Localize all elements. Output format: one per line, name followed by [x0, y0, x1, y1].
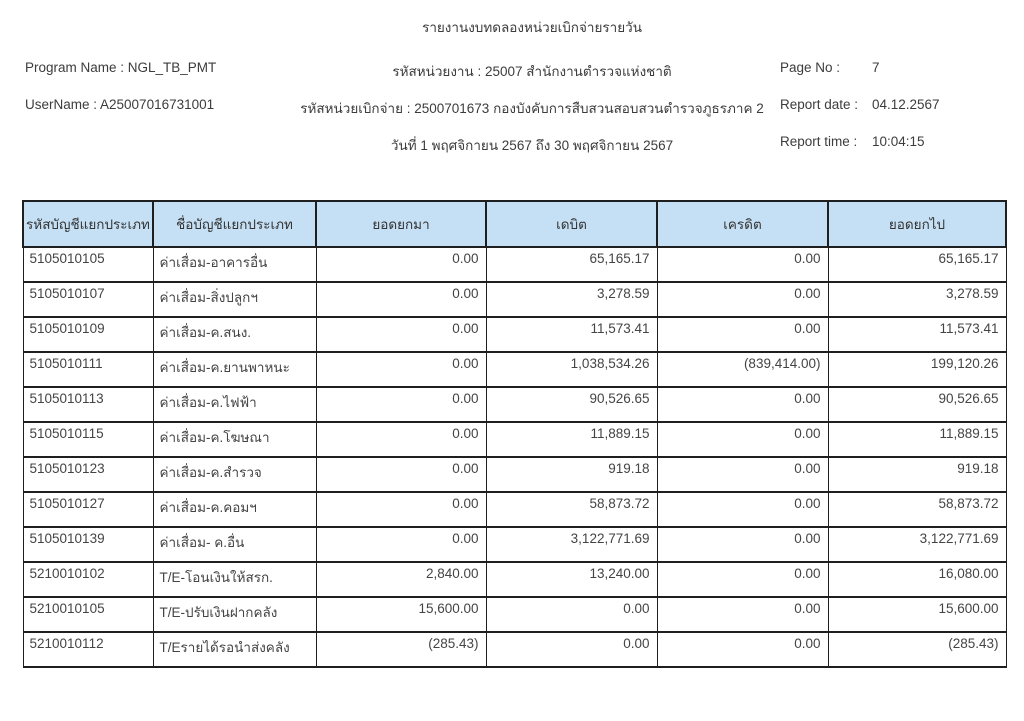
account-name-cell: ค่าเสื่อม-ค.สนง. [153, 317, 316, 352]
account-code-cell: 5210010112 [23, 632, 153, 667]
balance-cell: 16,080.00 [828, 562, 1006, 597]
account-code-cell: 5105010115 [23, 422, 153, 457]
account-name-cell: T/Eรายได้รอนำส่งคลัง [153, 632, 316, 667]
account-code-cell: 5105010139 [23, 527, 153, 562]
credit-cell: 0.00 [657, 632, 828, 667]
carry-forward-cell: 0.00 [316, 317, 486, 352]
balance-cell: (285.43) [828, 632, 1006, 667]
balance-cell: 199,120.26 [828, 352, 1006, 387]
credit-cell: 0.00 [657, 597, 828, 632]
account-code-cell: 5210010105 [23, 597, 153, 632]
account-name-cell: ค่าเสื่อม-ค.โฆษณา [153, 422, 316, 457]
page-no-value: 7 [872, 60, 880, 75]
carry-forward-cell: 0.00 [316, 352, 486, 387]
debit-cell: 919.18 [486, 457, 657, 492]
credit-cell: 0.00 [657, 317, 828, 352]
debit-cell: 0.00 [486, 597, 657, 632]
username: UserName : A25007016731001 [25, 97, 215, 112]
account-name-cell: ค่าเสื่อม-ค.สำรวจ [153, 457, 316, 492]
agency-code: รหัสหน่วยงาน : 25007 สำนักงานตำรวจแห่งชาติ [392, 64, 672, 79]
table-row [23, 597, 1006, 632]
account-code-cell: 5105010107 [23, 282, 153, 317]
col-header-account-code: รหัสบัญชีแยกประเภท [23, 201, 153, 247]
credit-cell: (839,414.00) [657, 352, 828, 387]
carry-forward-cell: 0.00 [316, 247, 486, 282]
account-name-cell: ค่าเสื่อม-อาคารอื่น [153, 247, 316, 282]
carry-forward-cell: 15,600.00 [316, 597, 486, 632]
carry-forward-cell: 0.00 [316, 387, 486, 422]
account-code-cell: 5105010113 [23, 387, 153, 422]
table-row [23, 352, 1006, 387]
account-code-cell: 5105010109 [23, 317, 153, 352]
report-time-label: Report time : [780, 134, 858, 149]
carry-forward-cell: (285.43) [316, 632, 486, 667]
credit-cell: 0.00 [657, 527, 828, 562]
table-row [23, 632, 1006, 667]
account-name-cell: ค่าเสื่อม-สิ่งปลูกฯ [153, 282, 316, 317]
col-header-balance: ยอดยกไป [828, 201, 1006, 247]
account-code-cell: 5105010105 [23, 247, 153, 282]
trial-balance-table [22, 200, 1007, 668]
debit-cell: 13,240.00 [486, 562, 657, 597]
account-name-cell: T/E-โอนเงินให้สรก. [153, 562, 316, 597]
report-title: รายงานงบทดลองหน่วยเบิกจ่ายรายวัน [422, 20, 642, 35]
debit-cell: 11,889.15 [486, 422, 657, 457]
table-row [23, 562, 1006, 597]
balance-cell: 15,600.00 [828, 597, 1006, 632]
table-row [23, 422, 1006, 457]
table-header-row [23, 201, 1006, 247]
debit-cell: 65,165.17 [486, 247, 657, 282]
report-date-label: Report date : [780, 97, 859, 112]
page-no-label: Page No : [780, 60, 841, 75]
carry-forward-cell: 0.00 [316, 422, 486, 457]
debit-cell: 58,873.72 [486, 492, 657, 527]
table-row [23, 247, 1006, 282]
carry-forward-cell: 0.00 [316, 492, 486, 527]
debit-cell: 11,573.41 [486, 317, 657, 352]
credit-cell: 0.00 [657, 387, 828, 422]
carry-forward-cell: 0.00 [316, 457, 486, 492]
table-row [23, 492, 1006, 527]
debit-cell: 3,122,771.69 [486, 527, 657, 562]
report-time-value: 10:04:15 [872, 134, 925, 149]
account-code-cell: 5105010111 [23, 352, 153, 387]
col-header-carry-forward: ยอดยกมา [316, 201, 486, 247]
account-code-cell: 5105010127 [23, 492, 153, 527]
balance-cell: 90,526.65 [828, 387, 1006, 422]
debit-cell: 3,278.59 [486, 282, 657, 317]
date-range: วันที่ 1 พฤศจิกายน 2567 ถึง 30 พฤศจิกายน 2567 [390, 138, 674, 153]
carry-forward-cell: 2,840.00 [316, 562, 486, 597]
col-header-credit: เครดิต [657, 201, 828, 247]
credit-cell: 0.00 [657, 492, 828, 527]
account-code-cell: 5105010123 [23, 457, 153, 492]
credit-cell: 0.00 [657, 422, 828, 457]
account-name-cell: ค่าเสื่อม-ค.คอมฯ [153, 492, 316, 527]
col-header-account-name: ชื่อบัญชีแยกประเภท [153, 201, 316, 247]
table-row [23, 282, 1006, 317]
account-code-cell: 5210010102 [23, 562, 153, 597]
carry-forward-cell: 0.00 [316, 282, 486, 317]
account-name-cell: ค่าเสื่อม-ค.ยานพาหนะ [153, 352, 316, 387]
balance-cell: 919.18 [828, 457, 1006, 492]
balance-cell: 3,278.59 [828, 282, 1006, 317]
balance-cell: 11,573.41 [828, 317, 1006, 352]
table-body [23, 247, 1006, 667]
credit-cell: 0.00 [657, 457, 828, 492]
table-row [23, 457, 1006, 492]
balance-cell: 65,165.17 [828, 247, 1006, 282]
carry-forward-cell: 0.00 [316, 527, 486, 562]
account-name-cell: T/E-ปรับเงินฝากคลัง [153, 597, 316, 632]
debit-cell: 90,526.65 [486, 387, 657, 422]
table-row [23, 387, 1006, 422]
col-header-debit: เดบิต [486, 201, 657, 247]
table-row [23, 527, 1006, 562]
report-date-value: 04.12.2567 [872, 97, 940, 112]
balance-cell: 3,122,771.69 [828, 527, 1006, 562]
program-name: Program Name : NGL_TB_PMT [25, 60, 217, 75]
account-name-cell: ค่าเสื่อม-ค.ไฟฟ้า [153, 387, 316, 422]
balance-cell: 58,873.72 [828, 492, 1006, 527]
table-row [23, 317, 1006, 352]
disbursement-unit: รหัสหน่วยเบิกจ่าย : 2500701673 กองบังคับการสืบสวนสอบสวนตำรวจภูธรภาค 2 [300, 101, 764, 116]
account-name-cell: ค่าเสื่อม- ค.อื่น [153, 527, 316, 562]
credit-cell: 0.00 [657, 247, 828, 282]
credit-cell: 0.00 [657, 282, 828, 317]
debit-cell: 0.00 [486, 632, 657, 667]
debit-cell: 1,038,534.26 [486, 352, 657, 387]
credit-cell: 0.00 [657, 562, 828, 597]
balance-cell: 11,889.15 [828, 422, 1006, 457]
